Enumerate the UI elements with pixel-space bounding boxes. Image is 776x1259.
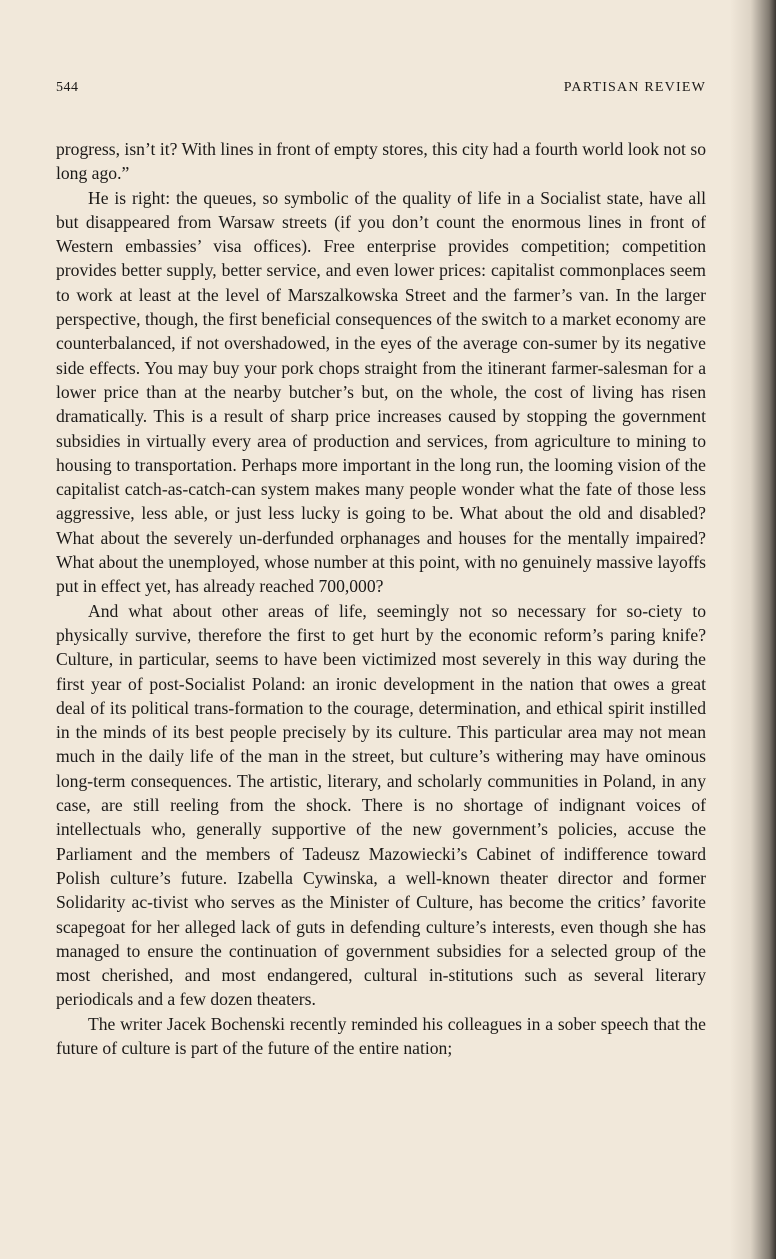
body-text: [56, 137, 706, 1060]
paragraph-continued: progress, isn’t it? With lines in front of empty stores, this city had a fourth world look not so long ago.”: [56, 139, 706, 184]
book-gutter-shadow: [730, 0, 776, 1259]
paragraph: And what about other areas of life, seemingly not so necessary for so-ciety to physically survive, therefore the first to get hurt by the economic reform’s paring knife? Culture, in particular, seems to have been victimized most severely in this way during the first year of post-Socialist Poland: an ironic development in the nation that owes a great deal of its political trans-formation to the courage, determination, and ethical spirit instilled in the minds of its best people precisely by its culture. This particular area may not mean much in the daily life of the man in the street, but culture’s withering may have ominous long-term consequences. The artistic, literary, and scholarly communities in Poland, in any case, are still reeling from the shock. There is no shortage of indignant voices of intellectuals who, generally supportive of the new government’s policies, accuse the Parliament and the members of Tadeusz Mazowiecki’s Cabinet of indifference toward Polish culture’s future. Izabella Cywinska, a well-known theater director and former Solidarity ac-tivist who serves as the Minister of Culture, has become the critics’ favorite scapegoat for her alleged lack of guts in defending culture’s interests, even though she has managed to ensure the continuation of government subsidies for a selected group of the most cherished, and most endangered, cultural in-stitutions such as several literary periodicals and a few dozen theaters.: [56, 600, 706, 1010]
paragraph: He is right: the queues, so symbolic of the quality of life in a Socialist state, have all but disappeared from Warsaw streets (if you don’t count the enormous lines in front of Western embassies’ visa offices). Free enterprise provides competition; competition provides better supply, better service, and even lower prices: capitalist commonplaces seem to work at least at the level of Marszalkowska Street and the farmer’s van. In the larger perspective, though, the first beneficial consequences of the switch to a market economy are counterbalanced, if not overshadowed, in the eyes of the average con-sumer by its negative side effects. You may buy your pork chops straight from the itinerant farmer-salesman for a lower price than at the nearby butcher’s but, on the whole, the cost of living has risen dramatically. This is a result of sharp price increases caused by stopping the government subsidies in virtually every area of production and services, from agriculture to mining to housing to transportation. Perhaps more important in the long run, the looming vision of the capitalist catch-as-catch-can system makes many people wonder what the fate of those less aggressive, less able, or just less lucky is going to be. What about the old and disabled? What about the severely un-derfunded orphanages and houses for the mentally impaired? What about the unemployed, whose number at this point, with no genuinely massive layoffs put in effect yet, has already reached 700,000?: [56, 187, 706, 597]
paragraph: The writer Jacek Bochenski recently reminded his colleagues in a sober speech that the future of culture is part of the future of the entire nation;: [56, 1013, 706, 1058]
page-header: [56, 80, 706, 100]
running-head: PARTISAN REVIEW: [563, 80, 706, 95]
page-number: 544: [56, 80, 79, 95]
